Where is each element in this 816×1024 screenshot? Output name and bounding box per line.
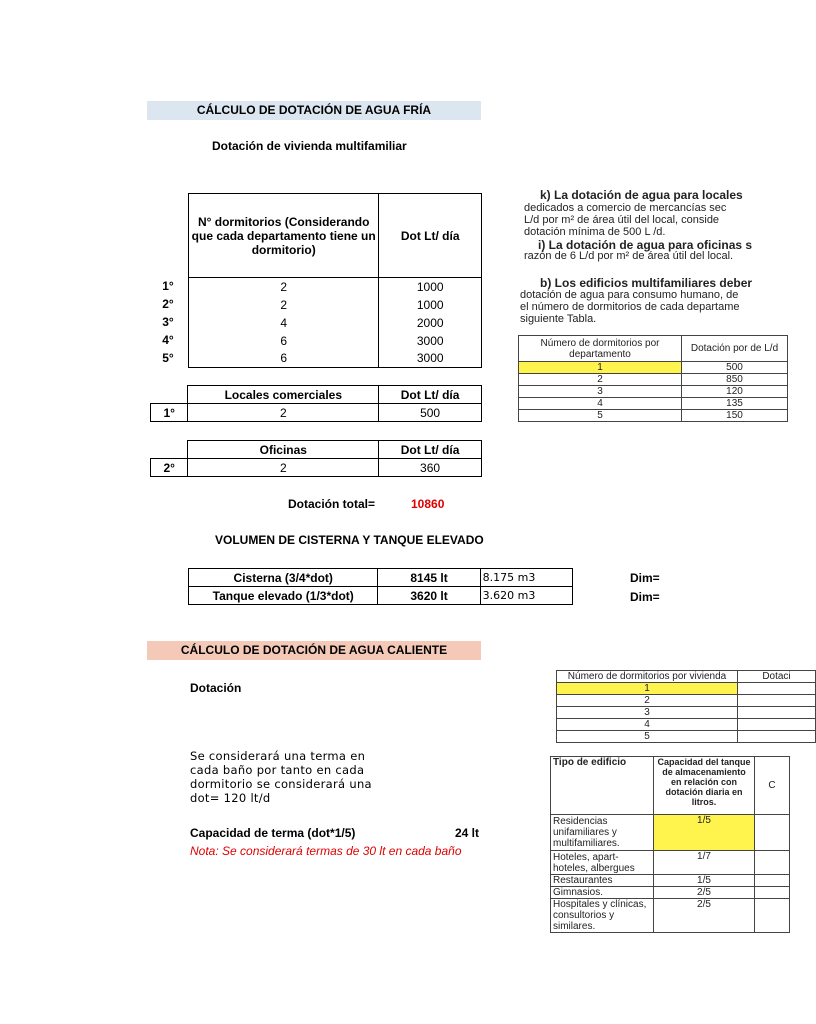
floor-label: 1° <box>151 404 188 422</box>
scan-table-cell <box>738 707 816 719</box>
hot-paragraph <box>190 749 372 805</box>
floor-label: 1° <box>162 279 174 293</box>
scan-line: L/d por m² de área útil del local, conside <box>524 214 720 226</box>
scan-table-cell: 2 <box>557 695 738 707</box>
paragraph-line: cada baño por tanto en cada <box>190 763 365 777</box>
scan-line: siguiente Tabla. <box>520 313 597 325</box>
scan-table-cell <box>738 719 816 731</box>
scan-line: k) La dotación de agua para locales <box>540 188 743 202</box>
cold-water-subtitle: Dotación de vivienda multifamiliar <box>212 139 407 153</box>
scan-line: b) Los edificios multifamiliares deber <box>540 276 753 290</box>
table-header-locales: Locales comerciales <box>188 386 379 404</box>
table-cell: 1000 <box>379 278 482 296</box>
hot-water-title: CÁLCULO DE DOTACIÓN DE AGUA CALIENTE <box>147 641 481 660</box>
floor-labels-1 <box>150 277 186 367</box>
paragraph-line: dot= 120 lt/d <box>190 791 271 805</box>
table-cell: 1000 <box>379 296 482 314</box>
scan-table-cell: 120 <box>682 386 788 398</box>
scan-table-cell: 1/7 <box>654 851 755 875</box>
dim-label: Dim= <box>630 571 660 585</box>
scan-table-cell <box>738 683 816 695</box>
table-cell: 2 <box>188 459 379 477</box>
table-cell <box>151 386 188 404</box>
scan-table-cell: 4 <box>557 719 738 731</box>
scan-table-cell: 2/5 <box>654 899 755 933</box>
table-cell: Tanque elevado (1/3*dot) <box>189 587 378 605</box>
scan-line: i) La dotación de agua para oficinas s <box>538 238 753 252</box>
tank-capacity-excerpt-image <box>548 754 776 940</box>
table-header-dormitorios: N° dormitorios (Considerando que cada departamento tiene un dormitorio) <box>189 194 379 278</box>
table-header-oficinas: Oficinas <box>188 441 379 459</box>
table-cell: 3.620 m3 <box>480 587 572 605</box>
capacity-value: 24 lt <box>455 826 480 840</box>
scan-line: el número de dormitorios de cada departame <box>520 301 740 313</box>
scan-table-cell <box>738 695 816 707</box>
table-cell: 2 <box>188 404 379 422</box>
scan-table-head: Capacidad del tanque de almacenamiento en relación con dotación diaria en litros. <box>654 757 755 815</box>
scan-line: dotación mínima de 500 L /d. <box>524 226 666 238</box>
table-cell: Cisterna (3/4*dot) <box>189 569 378 587</box>
scan-table-cell: Restaurantes <box>551 875 654 887</box>
scan-table-cell: 5 <box>519 410 682 422</box>
volume-title: VOLUMEN DE CISTERNA Y TANQUE ELEVADO <box>215 533 484 547</box>
scan-table-cell: 2 <box>519 374 682 386</box>
table-header-dot: Dot Lt/ día <box>379 441 482 459</box>
table-cell: 3000 <box>379 332 482 350</box>
floor-label: 4° <box>162 333 174 347</box>
scan-table-head: Dotación por de L/d <box>682 336 788 362</box>
regulation-excerpt-image <box>516 185 779 421</box>
scan-table-cell: 4 <box>519 398 682 410</box>
scan-table-head: Número de dormitorios por departamento <box>519 336 682 362</box>
total-value: 10860 <box>411 497 445 511</box>
table-cell: 6 <box>189 350 379 368</box>
scan-table-cell: 1 <box>519 362 682 374</box>
locales-table <box>150 385 482 422</box>
table-cell: 3000 <box>379 350 482 368</box>
scan-line: dedicados a comercio de mercancías sec <box>524 202 727 214</box>
scan-table-cell: 1/5 <box>654 815 755 851</box>
paragraph-line: Se considerará una terma en <box>190 749 366 763</box>
scan-line: dotación de agua para consumo humano, de <box>520 289 739 301</box>
dormitorios-table <box>188 193 482 368</box>
scan-table-cell <box>738 731 816 743</box>
scan-table-cell: Hoteles, apart-hoteles, albergues <box>551 851 654 875</box>
cold-water-title: CÁLCULO DE DOTACIÓN DE AGUA FRÍA <box>147 101 481 120</box>
scan-table <box>556 670 816 743</box>
scan-table-cell <box>755 887 790 899</box>
scan-table-cell: 150 <box>682 410 788 422</box>
scan-table-cell: 1/5 <box>654 875 755 887</box>
scan-table-cell: 3 <box>519 386 682 398</box>
note-text: Nota: Se considerará termas de 30 lt en cada baño <box>190 844 462 858</box>
dim-label: Dim= <box>630 590 660 604</box>
scan-line: razón de 6 L/d por m² de área útil del local. <box>524 250 734 262</box>
table-cell: 360 <box>379 459 482 477</box>
scan-table-head: Dotaci <box>738 671 816 683</box>
scan-table-cell <box>755 815 790 851</box>
scan-table-cell: Residencias unifamiliares y multifamiliares. <box>551 815 654 851</box>
table-cell: 2 <box>189 278 379 296</box>
scan-table-cell: 2/5 <box>654 887 755 899</box>
hot-water-dotation-excerpt-image <box>554 668 791 750</box>
scan-table-cell: 1 <box>557 683 738 695</box>
dotacion-label: Dotación <box>190 681 242 695</box>
oficinas-table <box>150 440 482 477</box>
scan-table-cell: 850 <box>682 374 788 386</box>
scan-table-cell <box>755 851 790 875</box>
scan-table <box>550 756 790 933</box>
scan-table-head: C <box>755 757 790 815</box>
scan-table-cell <box>755 899 790 933</box>
scan-table <box>518 335 788 422</box>
volume-table <box>188 568 573 605</box>
floor-label: 2° <box>162 297 174 311</box>
scan-table-cell: 5 <box>557 731 738 743</box>
table-cell <box>151 441 188 459</box>
scan-table-head: Número de dormitorios por vivienda <box>557 671 738 683</box>
table-cell: 2000 <box>379 314 482 332</box>
floor-label: 3° <box>162 315 174 329</box>
paragraph-line: dormitorio se considerará una <box>190 777 372 791</box>
total-label: Dotación total= <box>288 497 376 511</box>
floor-label: 2° <box>151 459 188 477</box>
scan-table-cell <box>755 875 790 887</box>
table-header-dot: Dot Lt/ día <box>379 194 482 278</box>
scan-table-cell: Hospitales y clínicas, consultorios y similares. <box>551 899 654 933</box>
table-header-dot: Dot Lt/ día <box>379 386 482 404</box>
table-cell: 4 <box>189 314 379 332</box>
scan-table-cell: 3 <box>557 707 738 719</box>
table-cell: 2 <box>189 296 379 314</box>
table-cell: 3620 lt <box>378 587 480 605</box>
floor-label: 5° <box>162 351 174 365</box>
scan-table-cell: 135 <box>682 398 788 410</box>
scan-table-cell: 500 <box>682 362 788 374</box>
scan-table-cell: Gimnasios. <box>551 887 654 899</box>
table-cell: 8145 lt <box>378 569 480 587</box>
capacity-label: Capacidad de terma (dot*1/5) <box>190 826 356 840</box>
table-cell: 500 <box>379 404 482 422</box>
table-cell: 6 <box>189 332 379 350</box>
scan-table-head: Tipo de edificio <box>551 757 654 815</box>
table-cell: 8.175 m3 <box>480 569 572 587</box>
